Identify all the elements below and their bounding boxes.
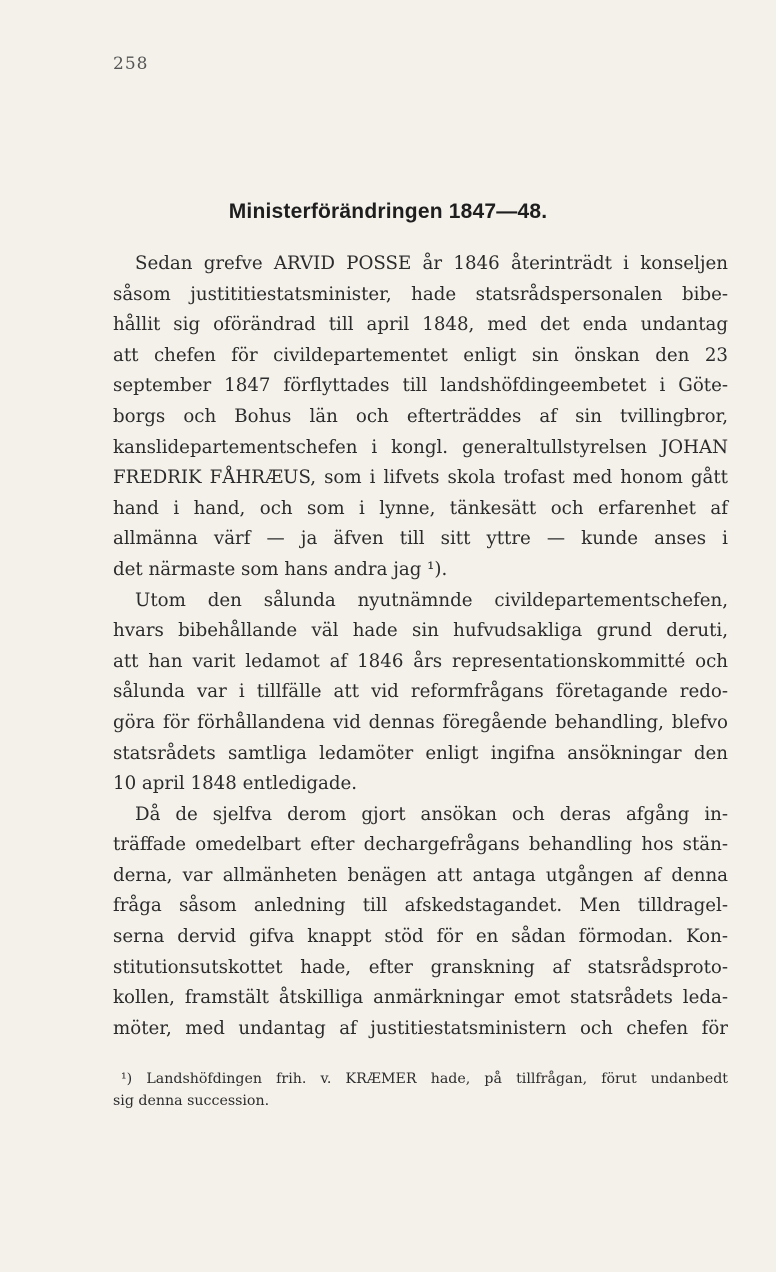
text-line: kanslidepartementschefen i kongl. generaltullstyrelsen JOHAN xyxy=(113,436,728,458)
chapter-title: Ministerförändringen 1847—48. xyxy=(228,200,548,223)
text-line: kollen, framstält åtskilliga anmärkningar emot statsrådets leda- xyxy=(113,987,728,1009)
text-line: att han varit ledamot af 1846 års representationskommitté och xyxy=(113,650,728,672)
text-line: FREDRIK FÅHRÆUS, som i lifvets skola trofast med honom gått xyxy=(113,467,728,489)
text-line: Då de sjelfva derom gjort ansökan och deras afgång in- xyxy=(135,803,728,825)
text-line: såsom justititiestatsminister, hade statsrådspersonalen bibe- xyxy=(113,283,728,305)
text-line: serna dervid gifva knappt stöd för en sådan förmodan. Kon- xyxy=(113,926,728,948)
footnote-line: ¹) Landshöfdingen frih. v. KRÆMER hade, på tillfrågan, förut undanbedt xyxy=(121,1071,728,1087)
text-line: hand i hand, och som i lynne, tänkesätt och erfarenhet af xyxy=(113,497,728,519)
text-line: göra för förhållandena vid dennas föregående behandling, blefvo xyxy=(113,711,728,733)
text-line: Sedan grefve ARVID POSSE år 1846 återinträdt i konseljen xyxy=(135,253,728,274)
text-line: 10 april 1848 entledigade. xyxy=(113,773,358,795)
body-text xyxy=(113,249,728,1044)
text-line: fråga såsom anledning till afskedstagandet. Men tilldragel- xyxy=(113,895,728,917)
text-line: sålunda var i tillfälle att vid reformfrågans företagande redo- xyxy=(113,681,728,703)
text-line: stitutionsutskottet hade, efter granskning af statsrådsproto- xyxy=(113,956,728,978)
footnote-line: sig denna succession. xyxy=(113,1093,270,1109)
text-line: september 1847 förflyttades till landshöfdingeembetet i Göte- xyxy=(113,375,728,397)
page-number: 258 xyxy=(113,54,149,74)
text-line: det närmaste som hans andra jag ¹). xyxy=(113,558,448,580)
text-line: hållit sig oförändrad till april 1848, med det enda undantag xyxy=(113,314,728,336)
text-line: derna, var allmänheten benägen att antaga utgången af denna xyxy=(113,864,728,886)
text-line: att chefen för civildepartementet enligt sin önskan den 23 xyxy=(113,344,728,366)
text-line: Utom den sålunda nyutnämnde civildepartementschefen, xyxy=(135,589,728,611)
text-line: borgs och Bohus län och efterträddes af sin tvillingbror, xyxy=(113,405,728,427)
text-line: möter, med undantag af justitiestatsministern och chefen för xyxy=(113,1017,728,1039)
text-line: träffade omedelbart efter dechargefrågans behandling hos stän- xyxy=(113,834,728,856)
text-line: statsrådets samtliga ledamöter enligt ingifna ansökningar den xyxy=(113,742,728,764)
text-line: hvars bibehållande väl hade sin hufvudsakliga grund deruti, xyxy=(113,620,728,642)
footnote xyxy=(113,1068,728,1112)
text-line: allmänna värf — ja äfven till sitt yttre — kunde anses i xyxy=(113,528,728,550)
